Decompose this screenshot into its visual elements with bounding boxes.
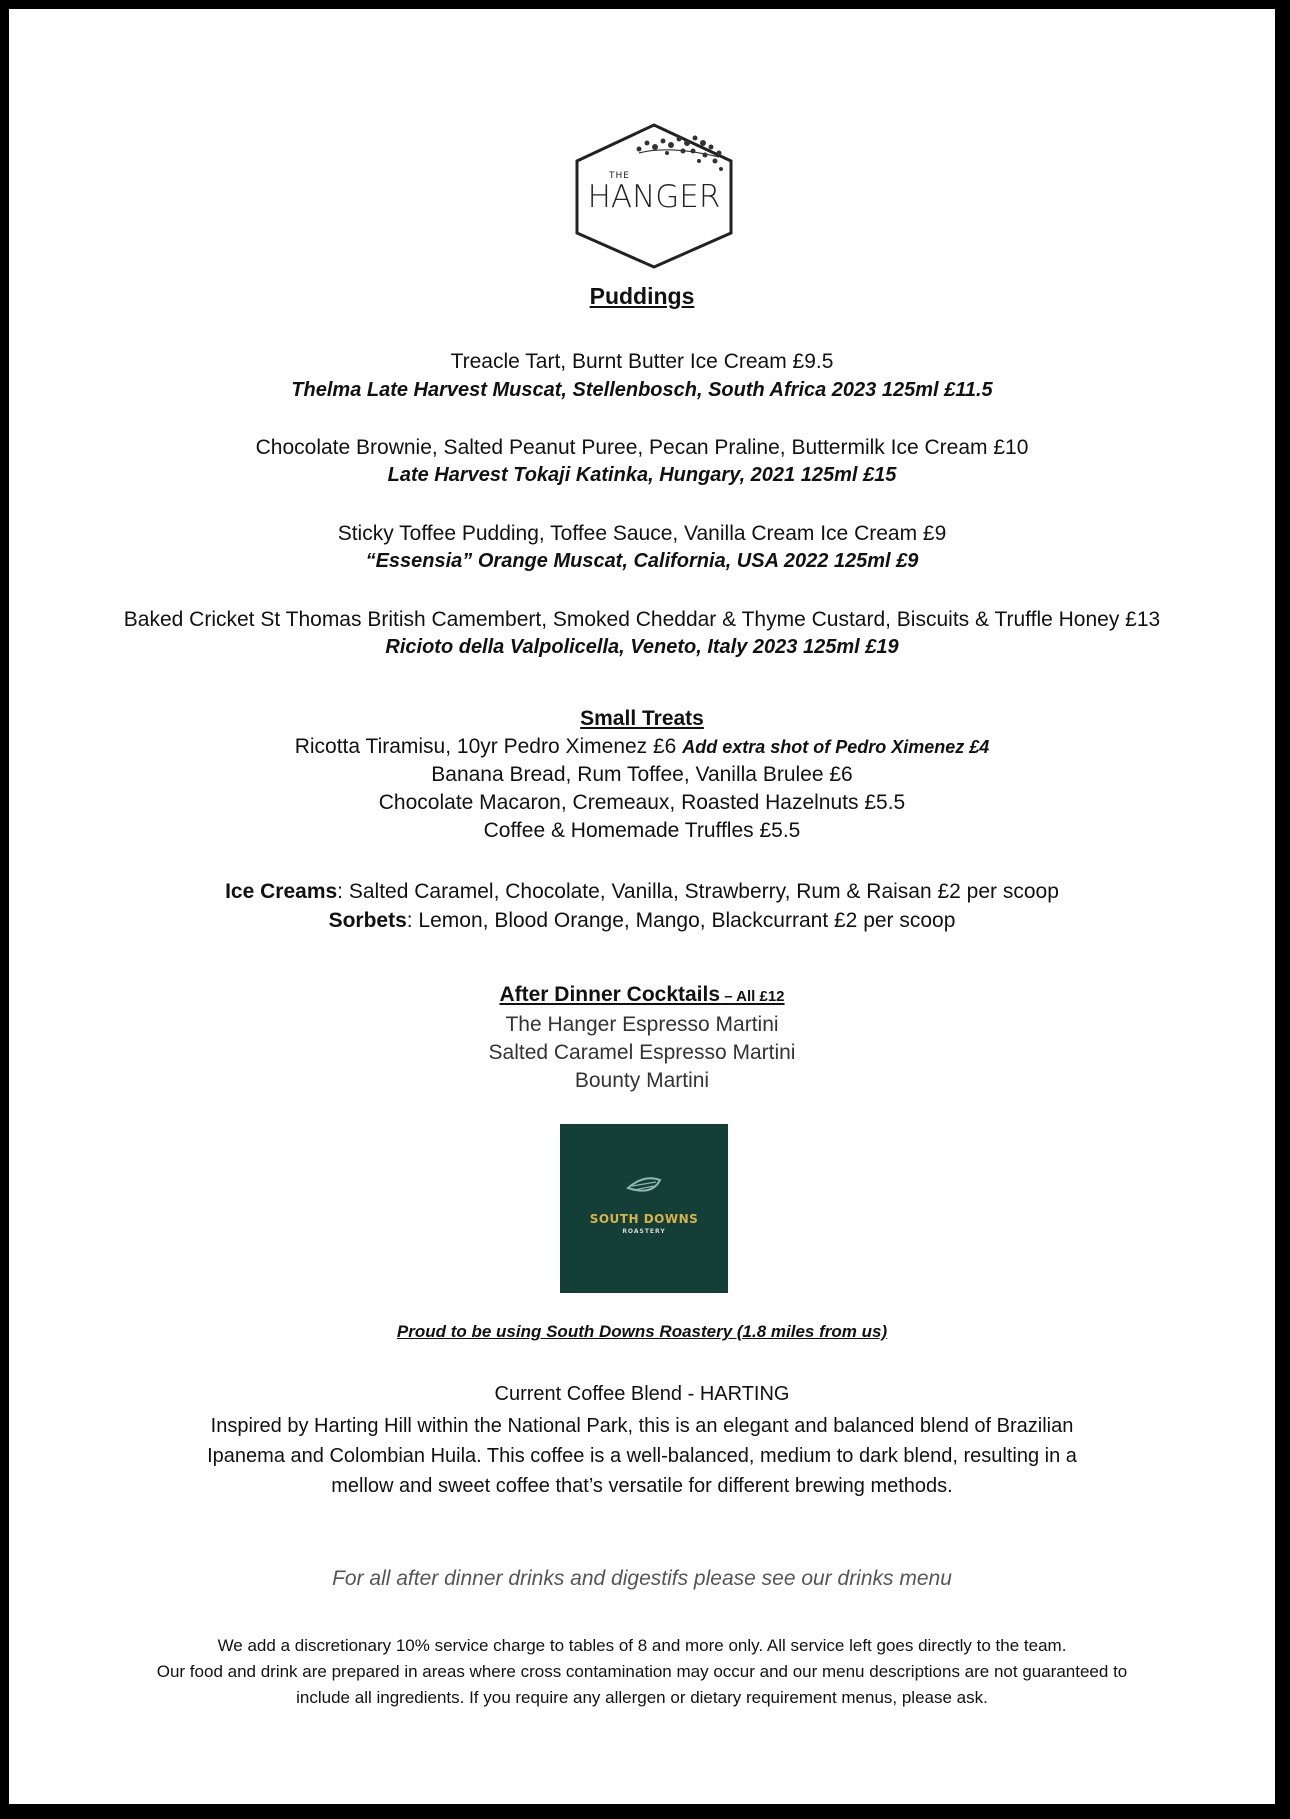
pudding-dish: Treacle Tart, Burnt Butter Ice Cream £9.5: [450, 350, 834, 373]
blend-desc-line: Inspired by Harting Hill within the National Park, this is an elegant and balanced blend of Brazilian: [210, 1415, 1074, 1437]
pudding-wine: “Essensia” Orange Muscat, California, USA 2022 125ml £9: [365, 550, 919, 572]
footer-line: We add a discretionary 10% service charge to tables of 8 and more only. All service left goes directly to the team.: [217, 1636, 1067, 1655]
roastery-proud-note: Proud to be using South Downs Roastery (1.8 miles from us): [396, 1322, 888, 1341]
footer-line: include all ingredients. If you require any allergen or dietary requirement menus, please ask.: [296, 1688, 988, 1707]
roastery-name: SOUTH DOWNS: [589, 1212, 699, 1226]
puddings-heading: Puddings: [589, 283, 695, 309]
pudding-wine: Late Harvest Tokaji Katinka, Hungary, 2021 125ml £15: [387, 464, 897, 486]
logo-small-text: THE: [609, 171, 630, 181]
pudding-dish: Chocolate Brownie, Salted Peanut Puree, Pecan Praline, Buttermilk Ice Cream £10: [255, 436, 1029, 459]
pudding-dish: Sticky Toffee Pudding, Toffee Sauce, Vanilla Cream Ice Cream £9: [337, 522, 947, 545]
menu-page: [9, 9, 1281, 1810]
ice-creams-label: Ice Creams: [225, 880, 338, 903]
cocktails-title: After Dinner Cocktails: [499, 983, 721, 1006]
ice-creams-text: : Salted Caramel, Chocolate, Vanilla, Strawberry, Rum & Raisan £2 per scoop: [337, 880, 1059, 903]
treat-item: Chocolate Macaron, Cremeaux, Roasted Hazelnuts £5.5: [378, 791, 906, 814]
treat-item: Coffee & Homemade Truffles £5.5: [483, 819, 801, 842]
blend-title: Current Coffee Blend - HARTING: [494, 1383, 790, 1405]
pudding-wine: Ricioto della Valpolicella, Veneto, Italy 2023 125ml £19: [385, 636, 899, 658]
cocktail-item: Salted Caramel Espresso Martini: [488, 1041, 796, 1064]
blend-desc-line: Ipanema and Colombian Huila. This coffee is a well-balanced, medium to dark blend, resulting in a: [207, 1445, 1077, 1467]
treat-extra-note: Add extra shot of Pedro Ximenez £4: [682, 737, 990, 757]
footer-line: Our food and drink are prepared in areas where cross contamination may occur and our menu descriptions are not guaranteed to: [156, 1662, 1128, 1681]
logo-name-text: HANGER: [587, 179, 721, 215]
sorbets-text: : Lemon, Blood Orange, Mango, Blackcurrant £2 per scoop: [406, 909, 956, 932]
cocktails-heading: [9, 983, 1275, 1007]
leaves-icon: [637, 136, 724, 172]
south-downs-roastery-logo: [560, 1124, 728, 1293]
pudding-dish: Baked Cricket St Thomas British Camembert, Smoked Cheddar & Thyme Custard, Biscuits & Truffle Honey £13: [123, 608, 1161, 631]
cocktail-item: The Hanger Espresso Martini: [505, 1013, 779, 1036]
cocktail-item: Bounty Martini: [574, 1069, 710, 1092]
drinks-menu-note: For all after dinner drinks and digestifs please see our drinks menu: [332, 1567, 952, 1590]
ice-creams-line: [9, 877, 1275, 906]
hanger-logo: [569, 121, 739, 271]
pudding-wine: Thelma Late Harvest Muscat, Stellenbosch, South Africa 2023 125ml £11.5: [291, 379, 993, 401]
sorbets-line: [9, 906, 1275, 935]
roastery-sub: ROASTERY: [622, 1228, 666, 1235]
small-treats-heading: Small Treats: [580, 707, 704, 730]
treat-item: Banana Bread, Rum Toffee, Vanilla Brulee £6: [431, 763, 853, 786]
cocktails-price-note: – All £12: [720, 988, 785, 1005]
blend-desc-line: mellow and sweet coffee that’s versatile for different brewing methods.: [331, 1475, 953, 1497]
treat-item-label: Ricotta Tiramisu, 10yr Pedro Ximenez £6: [294, 735, 677, 758]
roastery-leaf-icon: [560, 1124, 728, 1293]
treat-item-tiramisu: [9, 733, 1275, 761]
sorbets-label: Sorbets: [328, 909, 407, 932]
